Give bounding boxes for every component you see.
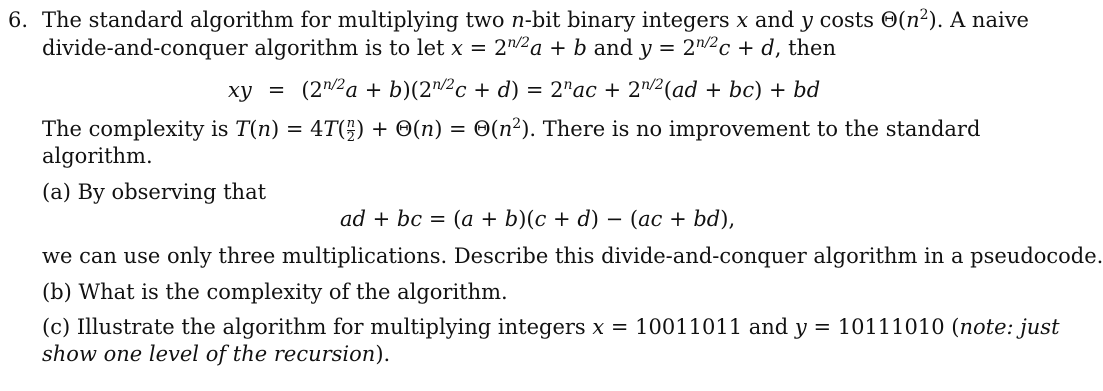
part-c-line1: (c) Illustrate the algorithm for multiplying integers x = 10011011 and y = 10111010 (note: just xyxy=(42,315,1060,339)
part-a-label: (a) By observing that xyxy=(42,180,267,204)
problem-intro-line1: The standard algorithm for multiplying two n-bit binary integers x and y costs $\Theta(n^2)$. A naive xyxy=(42,7,1029,32)
problem-number: 6. xyxy=(8,8,29,32)
complexity-line2: algorithm. xyxy=(42,144,153,168)
part-c-line2: show one level of the recursion). xyxy=(42,342,391,366)
complexity-line1: The complexity is T(n) = 4T( $\frac{n}{2}$ ) + $\Theta(n) = \Theta(n^2)$. There is no improvement to the standard xyxy=(42,116,981,145)
identity-equation: ad + bc = (a + b)(c + d) − (ac + bd), xyxy=(340,207,736,231)
part-b: (b) What is the complexity of the algorithm. xyxy=(42,280,508,304)
expansion-equation: xy = $(2^{n/2}a + b)(2^{n/2}c + d) = 2^nac + 2^{n/2}(ad + bc)$ + bd xyxy=(228,77,821,102)
part-a-continuation: we can use only three multiplications. Describe this divide-and-conquer algorithm in a pseudocode. xyxy=(42,244,1103,268)
fraction-n-over-2: $\frac{n}{2}$ xyxy=(346,116,356,145)
problem-intro-line2: divide-and-conquer algorithm is to let $x = 2^{n/2}a + b$ and $y = 2^{n/2}c + d$, then xyxy=(42,35,837,60)
